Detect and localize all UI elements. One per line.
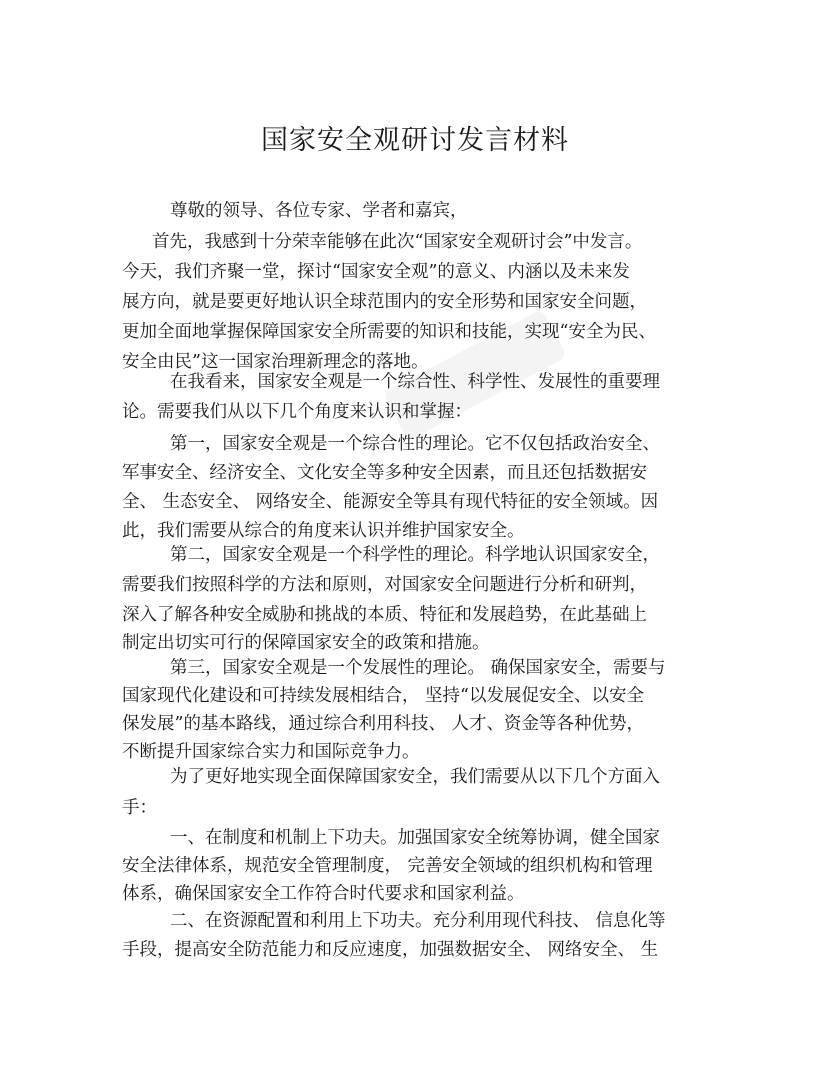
text-line-24: 安全法律体系，规范安全管理制度， 完善安全领域的组织机构和管理: [122, 856, 653, 876]
text-line-1: 尊敬的领导、各位专家、学者和嘉宾，: [170, 201, 468, 221]
text-line-4: 展方向，就是要更好地认识全球范围内的安全形势和国家安全问题，: [122, 292, 647, 312]
text-line-27: 手段，提高安全防范能力和反应速度，加强数据安全、 网络安全、 生: [122, 940, 659, 960]
text-line-18: 国家现代化建设和可持续发展相结合， 坚持“以发展促安全、以安全: [122, 686, 645, 706]
text-line-7: 在我看来，国家安全观是一个综合性、科学性、发展性的重要理: [170, 372, 660, 392]
document-title: 国家安全观研讨发言材料: [261, 125, 569, 156]
text-line-6: 安全由民”这一国家治理新理念的落地。: [122, 352, 429, 372]
text-line-17: 第三，国家安全观是一个发展性的理论。 确保国家安全，需要与: [170, 658, 666, 678]
text-line-3: 今天，我们齐聚一堂，探讨“国家安全观”的意义、内涵以及未来发: [122, 262, 630, 282]
text-line-19: 保发展”的基本路线，通过综合利用科技、 人才、资金等各种优势，: [122, 714, 645, 734]
text-line-23: 一、在制度和机制上下功夫。加强国家安全统筹协调，健全国家: [170, 828, 660, 848]
text-line-26: 二、在资源配置和利用上下功夫。充分利用现代科技、 信息化等: [170, 911, 666, 931]
text-line-2: 首先，我感到十分荣幸能够在此次“国家安全观研讨会”中发言。: [152, 232, 643, 252]
text-line-8: 论。需要我们从以下几个角度来认识和掌握：: [122, 402, 472, 422]
text-line-14: 需要我们按照科学的方法和原则，对国家安全问题进行分析和研判，: [122, 575, 647, 595]
text-line-5: 更加全面地掌握保障国家安全所需要的知识和技能，实现“安全为民、: [122, 322, 656, 342]
text-line-15: 深入了解各种安全威胁和挑战的本质、特征和发展趋势，在此基础上: [122, 605, 647, 625]
text-line-21: 为了更好地实现全面保障国家安全，我们需要从以下几个方面入: [170, 767, 660, 787]
text-line-20: 不断提升国家综合实力和国际竞争力。: [122, 742, 420, 762]
text-line-11: 全、 生态安全、 网络安全、能源安全等具有现代特征的安全领域。因: [122, 492, 659, 512]
text-line-9: 第一，国家安全观是一个综合性的理论。它不仅包括政治安全、: [170, 434, 660, 454]
text-line-16: 制定出切实可行的保障国家安全的政策和措施。: [122, 633, 490, 653]
text-line-10: 军事安全、经济安全、文化安全等多种安全因素，而且还包括数据安: [122, 463, 647, 483]
text-line-22: 手：: [122, 798, 157, 818]
text-line-25: 体系，确保国家安全工作符合时代要求和国家利益。: [122, 884, 525, 904]
text-line-12: 此，我们需要从综合的角度来认识并维护国家安全。: [122, 521, 525, 541]
text-line-13: 第二，国家安全观是一个科学性的理论。科学地认识国家安全，: [170, 545, 660, 565]
